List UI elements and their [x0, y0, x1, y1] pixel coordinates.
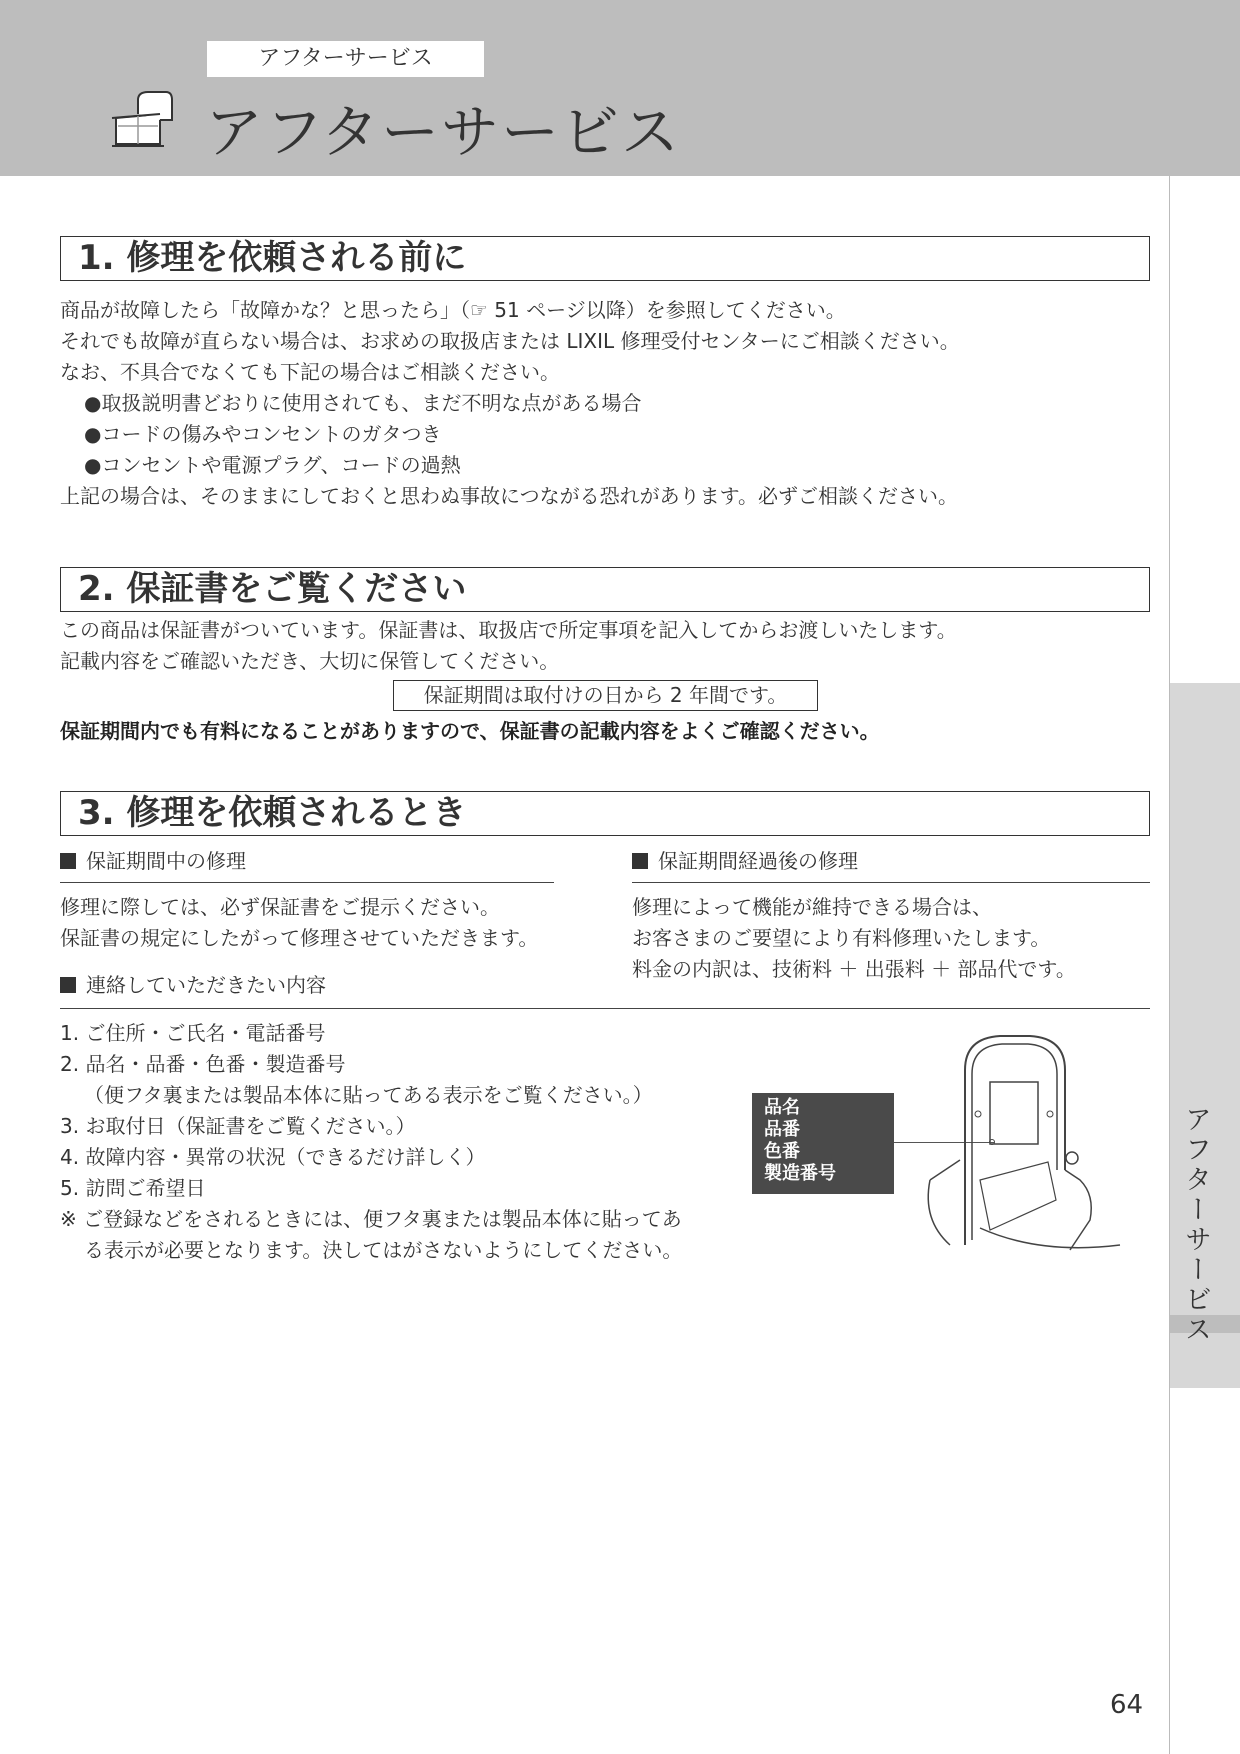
after-warranty-subhead: [632, 846, 858, 876]
in-warranty-title: 保証期間中の修理: [86, 849, 246, 873]
divider: [60, 882, 554, 883]
section1-line: 商品が故障したら「故障かな？と思ったら」（☞ 51 ページ以降）を参照してください。: [60, 298, 846, 322]
section1-bullet: ●コードの傷みやコンセントのガタつき: [84, 422, 442, 446]
contact-item: 3. お取付日（保証書をご覧ください。）: [60, 1114, 416, 1138]
label-line: 製造番号: [764, 1163, 836, 1184]
in-warranty-subhead: [60, 846, 246, 876]
label-line: 品番: [764, 1119, 800, 1140]
label-line: 品名: [764, 1097, 800, 1118]
section1-bullet: ●取扱説明書どおりに使用されても、まだ不明な点がある場合: [84, 391, 642, 415]
section2-heading: 2. 保証書をご覧ください: [60, 567, 1150, 612]
section1-line: なお、不具合でなくても下記の場合はご相談ください。: [60, 360, 560, 384]
after-warranty-body: [632, 892, 1076, 985]
section2-line: 記載内容をご確認いただき、大切に保管してください。: [60, 649, 560, 673]
divider: [60, 1008, 1150, 1009]
side-index-label: アフターサービス: [1180, 1105, 1211, 1345]
toilet-icon: [108, 86, 178, 152]
after-warranty-line: お客さまのご要望により有料修理いたします。: [632, 926, 1051, 950]
divider: [632, 882, 1150, 883]
section2-body: [60, 615, 957, 677]
in-warranty-line: 修理に際しては、必ず保証書をご提示ください。: [60, 895, 500, 919]
page-number: 64: [1110, 1690, 1144, 1720]
section3-heading: 3. 修理を依頼されるとき: [60, 791, 1150, 836]
warranty-note: 保証期間内でも有料になることがありますので、保証書の記載内容をよくご確認ください。: [60, 719, 880, 743]
contact-note: る表示が必要となります。決してはがさないようにしてください。: [84, 1238, 683, 1262]
in-warranty-line: 保証書の規定にしたがって修理させていただきます。: [60, 926, 539, 950]
warranty-period-box: 保証期間は取付けの日から 2 年間です。: [393, 680, 818, 711]
contact-item: 2. 品名・品番・色番・製造番号: [60, 1052, 346, 1076]
product-label-callout: [752, 1093, 894, 1194]
square-bullet-icon: [60, 853, 76, 869]
label-line: 色番: [764, 1141, 800, 1162]
in-warranty-body: [60, 892, 538, 954]
contact-item: 4. 故障内容・異常の状況（できるだけ詳しく）: [60, 1145, 486, 1169]
after-warranty-line: 料金の内訳は、技術料 ＋ 出張料 ＋ 部品代です。: [632, 957, 1076, 981]
header-tab-label: アフターサービス: [207, 41, 484, 77]
contact-item: 5. 訪問ご希望日: [60, 1176, 206, 1200]
section1-closing: 上記の場合は、そのままにしておくと思わぬ事故につながる恐れがあります。必ずご相談ください。: [60, 484, 958, 508]
section1-line: それでも故障が直らない場合は、お求めの取扱店または LIXIL 修理受付センターにご相談ください。: [60, 329, 960, 353]
contact-list: [60, 1018, 682, 1266]
section1-bullet: ●コンセントや電源プラグ、コードの過熱: [84, 453, 461, 477]
square-bullet-icon: [60, 977, 76, 993]
section1-body: [60, 295, 960, 512]
toilet-lid-illustration-icon: [920, 1030, 1150, 1260]
contact-item: 1. ご住所・ご氏名・電話番号: [60, 1021, 326, 1045]
contact-note: ※ ご登録などをされるときには、便フタ裏または製品本体に貼ってあ: [60, 1207, 682, 1231]
contact-title: 連絡していただきたい内容: [86, 973, 326, 997]
after-warranty-line: 修理によって機能が維持できる場合は、: [632, 895, 992, 919]
contact-subhead: [60, 970, 326, 1000]
section1-heading: 1. 修理を依頼される前に: [60, 236, 1150, 281]
contact-item: （便フタ裏または製品本体に貼ってある表示をご覧ください。）: [84, 1083, 653, 1107]
section2-line: この商品は保証書がついています。保証書は、取扱店で所定事項を記入してからお渡しいたします。: [60, 618, 957, 642]
after-warranty-title: 保証期間経過後の修理: [658, 849, 858, 873]
square-bullet-icon: [632, 853, 648, 869]
page-title: アフターサービス: [205, 98, 681, 166]
